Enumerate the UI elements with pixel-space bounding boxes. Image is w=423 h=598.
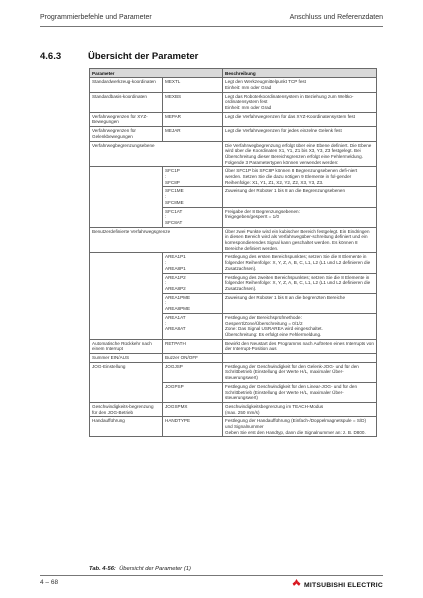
mitsubishi-diamonds-icon (291, 579, 302, 588)
section-title: Übersicht der Parameter (88, 51, 199, 62)
param-desc-cell: Bewirkt den Neustart des Programms nach Auftreten eines Interrupts von der Interrupt-Position aus (223, 339, 377, 353)
param-code-cell: AREA1P2 : AREA8P2 (163, 273, 223, 293)
header-chapter: Programmierbefehle und Parameter (40, 14, 152, 21)
header-rule (40, 26, 383, 27)
brand-name: MITSUBISHI ELECTRIC (304, 582, 383, 589)
param-desc-cell: Legt das Roboterkoordinatensystem in Beziehung zum Weltko-ordinatensystem fest Einheit: mm oder Grad (223, 92, 377, 112)
param-name-cell: Verfahrwegrenzen für XYZ-Bewegungen (90, 112, 163, 126)
table-row (90, 417, 377, 437)
section-number: 4.6.3 (40, 51, 62, 62)
header-topic: Anschluss und Referenzdaten (289, 14, 383, 21)
table-row (90, 112, 377, 126)
param-code-cell: JOGPSP (163, 382, 223, 402)
table-row (90, 227, 377, 253)
running-header (40, 14, 383, 26)
table-row (90, 362, 377, 382)
param-code-cell: RETPATH (163, 339, 223, 353)
footer-rule (40, 575, 383, 576)
param-name-cell: Automatische Rückkehr nach einem Interrupt (90, 339, 163, 353)
param-code-cell: AREA1P1 : AREA8P1 (163, 253, 223, 273)
param-name-cell: Benutzerdefinierte Verfahrwegsgrenze (90, 227, 223, 253)
param-name-cell: Summer EIN/AUS (90, 354, 163, 363)
param-code-cell: SFC1ME : SFC8ME (163, 187, 223, 207)
table-row (90, 253, 377, 273)
param-desc-cell: Legt die Verfahrwegrenzen für das XYZ-Koordinatensystem fest (223, 112, 377, 126)
section-heading (40, 51, 198, 62)
page-number: 4 – 68 (40, 579, 59, 586)
param-name-cell: Standardwerkzeug-koordinaten (90, 78, 163, 92)
parameter-table (89, 68, 377, 437)
table-header-row (90, 69, 377, 78)
param-name-cell: Standardbasis-koordinaten (90, 92, 163, 112)
table-caption (89, 566, 191, 572)
param-code-cell: JOGJSP (163, 362, 223, 382)
param-name-cell: Verfahrwegrenzen für Gelenkbewegungen (90, 127, 163, 141)
param-code-cell: Buzzer ON/OFF (163, 354, 223, 363)
param-code-cell: AREA1AT : AREA8AT (163, 313, 223, 339)
param-code-cell: SFC1AT : SFC8AT (163, 207, 223, 227)
brand-logo (291, 579, 383, 589)
table-row (90, 354, 377, 363)
header-cell-parameter: Parameter (90, 69, 223, 78)
param-code-cell: MEXBS (163, 92, 223, 112)
table-row (90, 141, 377, 167)
table-row (90, 92, 377, 112)
param-code-cell: AREA1PME : AREA8PME (163, 293, 223, 313)
param-name-cell: Geschwindigkeits-begrenzung für den JOG-Betrieb (90, 402, 163, 416)
param-name-cell: Verfahrwegbegrenzungsebene (90, 141, 223, 167)
param-code-cell: JOGSPMX (163, 402, 223, 416)
param-desc-cell: Festlegung der Geschwindigkeit für den Gelenk-JOG- und für den Schrittbetrieb (Einstellung der Werte H/L, maximaler Über-steuerungswert) (223, 362, 377, 382)
param-code-cell: MEXTL (163, 78, 223, 92)
table-row (90, 167, 377, 187)
param-desc-cell: Die Verfahrwegbegrenzung erfolgt über eine Ebene definiert. Die Ebene wird über die Koordinaten X1, Y1, Z1 bis X3, Y3, Z3 festgelegt. Bei Überschreitung dieser Bereichsgrenzen erfolgt eine Fehlermeldung. Folgende 3 Parametertypen können verwendet werden: (223, 141, 377, 167)
param-desc-cell: Über zwei Punkte wird ein kubischer Bereich festgelegt. Ein Eindringen in diesen Bereich wird als Verfahrwegüber-schreitung definiert und ein korrespondierendes Signal kann geschaltet werden. Es können 8 Bereiche definiert werden. (223, 227, 377, 253)
header-cell-description: Beschreibung (223, 69, 377, 78)
table-row (90, 402, 377, 416)
param-desc-cell: Festlegung der Handaufführung (Einfach-/Doppelmagnetspule = S/D) und Signalnummer Geben Sie erst den Handtyp, dann die Signalnummer an: z. B. D800. (223, 417, 377, 437)
param-desc-cell: Festlegung der Geschwindigkeit für den Linear-JOG- und für den Schrittbetrieb (Einstellung der Werte H/L, maximaler Über-steuerungswert) (223, 382, 377, 402)
param-desc-cell: Freigabe der 8 Begrenzungsebenen: freigegeben/gesperrt = 1/0 (223, 207, 377, 227)
caption-label: Tab. 4-56: (89, 566, 116, 572)
table-row (90, 127, 377, 141)
param-code-cell: MEJAR (163, 127, 223, 141)
param-desc-cell (223, 354, 377, 363)
param-desc-cell: Zuweisung der Roboter 1 bis 8 an die Begrenzungsebenen (223, 187, 377, 207)
group-spacer-cell (90, 167, 163, 227)
param-code-cell: SFC1P : SFC8P (163, 167, 223, 187)
param-code-cell: HANDTYPE (163, 417, 223, 437)
group-spacer-cell (90, 253, 163, 339)
param-name-cell: Handaufführung (90, 417, 163, 437)
table-row (90, 339, 377, 353)
param-desc-cell: Zuweisung der Roboter 1 bis 8 an die begrenzten Bereiche (223, 293, 377, 313)
param-code-cell: MEPAR (163, 112, 223, 126)
table-row (90, 78, 377, 92)
param-desc-cell: Geschwindigkeitsbegrenzung im TEACH-Modus (max. 250 mm/s) (223, 402, 377, 416)
param-desc-cell: Festlegung der Bereichsprüfmethode: Gesperrt/Zone/Überschreitung = 0/1/2 Zone: Das Signal USRAREA wird eingeschaltet. Überschreitung: Es erfolgt eine Fehlermeldung. (223, 313, 377, 339)
param-desc-cell: Festlegung des zweiten Bereichspunktes; setzen Sie die 8 Elemente in folgender Reihenfolge: X, Y, Z, A, B, C, L1, L2 (L1 und L2 definieren die Zusatzachsen). (223, 273, 377, 293)
param-desc-cell: Legt die Verfahrwegrenzen für jedes einzelne Gelenk fest (223, 127, 377, 141)
caption-text: Übersicht der Parameter (1) (119, 566, 191, 572)
param-name-cell: JOG-Einstellung (90, 362, 163, 402)
param-desc-cell: Legt den Werkzeugmittelpunkt TCP fest Einheit: mm oder Grad (223, 78, 377, 92)
param-desc-cell: Über SFC1P bis SFC8P können 8 Begrenzungsebenen defi-niert werden. Setzen Sie die dazu nötigen 9 Elemente in fol-gender Reihenfolge: X1, Y1, Z1, X2, Y2, Z2, X3, Y3, Z3. (223, 167, 377, 187)
param-desc-cell: Festlegung des ersten Bereichspunktes; setzen Sie die 8 Elemente in folgender Reihenfolge: X, Y, Z, A, B, C, L1, L2 (L1 und L2 definieren die Zusatzachsen). (223, 253, 377, 273)
